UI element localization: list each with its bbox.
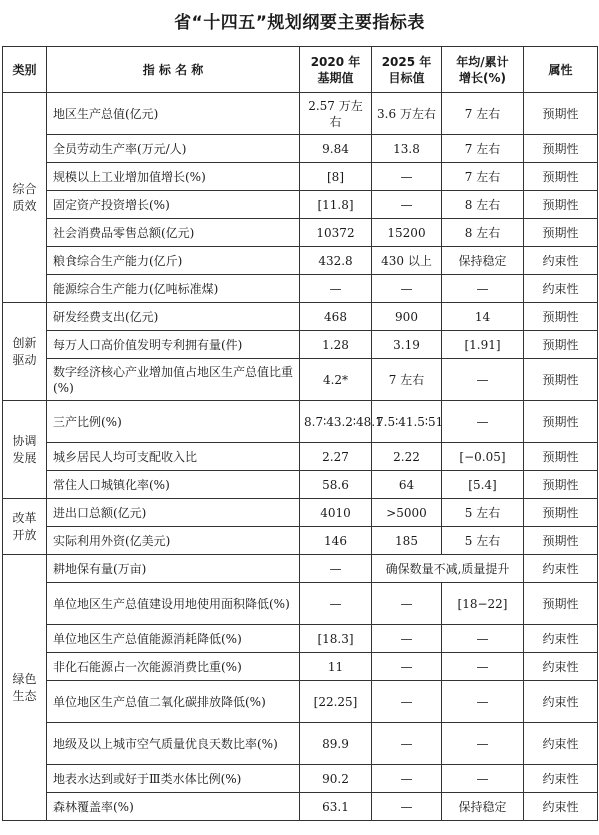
target-value: — bbox=[372, 723, 442, 765]
base-value: 4.2* bbox=[300, 359, 372, 401]
growth-value: — bbox=[442, 681, 524, 723]
indicator-name: 耕地保有量(万亩) bbox=[47, 555, 300, 583]
category-cell: 综合 质效 bbox=[3, 93, 47, 303]
table-body bbox=[3, 93, 598, 821]
target-value: 15200 bbox=[372, 219, 442, 247]
base-value: 1.28 bbox=[300, 331, 372, 359]
target-value: 3.6 万左右 bbox=[372, 93, 442, 135]
attribute-value: 约束性 bbox=[524, 793, 598, 821]
growth-value: 7 左右 bbox=[442, 135, 524, 163]
target-value: 7 左右 bbox=[372, 359, 442, 401]
base-value: [18.3] bbox=[300, 625, 372, 653]
attribute-value: 预期性 bbox=[524, 303, 598, 331]
indicator-name: 地区生产总值(亿元) bbox=[47, 93, 300, 135]
attribute-value: 预期性 bbox=[524, 331, 598, 359]
header-target-value: 2025 年 目标值 bbox=[372, 47, 442, 93]
base-value: 9.84 bbox=[300, 135, 372, 163]
base-value: 8.7∶43.2∶48.1 bbox=[300, 401, 372, 443]
page-title: 省“十四五”规划纲要主要指标表 bbox=[174, 13, 425, 33]
growth-value: — bbox=[442, 275, 524, 303]
table-row bbox=[3, 583, 598, 625]
growth-value: 7 左右 bbox=[442, 163, 524, 191]
table-row bbox=[3, 555, 598, 583]
target-value: — bbox=[372, 275, 442, 303]
growth-value: 8 左右 bbox=[442, 219, 524, 247]
growth-value: — bbox=[442, 401, 524, 443]
indicator-name: 常住人口城镇化率(%) bbox=[47, 471, 300, 499]
growth-value: — bbox=[442, 625, 524, 653]
header-attribute: 属性 bbox=[524, 47, 598, 93]
indicator-name: 进出口总额(亿元) bbox=[47, 499, 300, 527]
target-value: — bbox=[372, 793, 442, 821]
indicator-name: 单位地区生产总值二氧化碳排放降低(%) bbox=[47, 681, 300, 723]
base-value: 10372 bbox=[300, 219, 372, 247]
growth-value: [−0.05] bbox=[442, 443, 524, 471]
base-value: 432.8 bbox=[300, 247, 372, 275]
table-row bbox=[3, 723, 598, 765]
target-value: 确保数量不减,质量提升 bbox=[372, 555, 524, 583]
indicator-name: 社会消费品零售总额(亿元) bbox=[47, 219, 300, 247]
table-row bbox=[3, 499, 598, 527]
category-cell: 协调 发展 bbox=[3, 401, 47, 499]
table-row bbox=[3, 247, 598, 275]
growth-value: 保持稳定 bbox=[442, 247, 524, 275]
base-value: 63.1 bbox=[300, 793, 372, 821]
indicator-name: 粮食综合生产能力(亿斤) bbox=[47, 247, 300, 275]
target-value: 3.19 bbox=[372, 331, 442, 359]
table-row bbox=[3, 471, 598, 499]
base-value: 90.2 bbox=[300, 765, 372, 793]
attribute-value: 约束性 bbox=[524, 555, 598, 583]
base-value: — bbox=[300, 555, 372, 583]
base-value: — bbox=[300, 275, 372, 303]
target-value: 64 bbox=[372, 471, 442, 499]
attribute-value: 预期性 bbox=[524, 191, 598, 219]
base-value: [11.8] bbox=[300, 191, 372, 219]
indicator-name: 单位地区生产总值能源消耗降低(%) bbox=[47, 625, 300, 653]
target-value: — bbox=[372, 653, 442, 681]
attribute-value: 预期性 bbox=[524, 583, 598, 625]
table-header-row bbox=[3, 47, 598, 93]
indicator-name: 森林覆盖率(%) bbox=[47, 793, 300, 821]
indicator-name: 能源综合生产能力(亿吨标准煤) bbox=[47, 275, 300, 303]
table-row bbox=[3, 331, 598, 359]
target-value: — bbox=[372, 765, 442, 793]
attribute-value: 预期性 bbox=[524, 527, 598, 555]
table-row bbox=[3, 93, 598, 135]
attribute-value: 预期性 bbox=[524, 471, 598, 499]
indicator-name: 实际利用外资(亿美元) bbox=[47, 527, 300, 555]
target-value: — bbox=[372, 583, 442, 625]
attribute-value: 约束性 bbox=[524, 723, 598, 765]
growth-value: — bbox=[442, 653, 524, 681]
indicator-name: 全员劳动生产率(万元/人) bbox=[47, 135, 300, 163]
target-value: 2.22 bbox=[372, 443, 442, 471]
base-value: 468 bbox=[300, 303, 372, 331]
attribute-value: 预期性 bbox=[524, 163, 598, 191]
attribute-value: 预期性 bbox=[524, 359, 598, 401]
table-row bbox=[3, 765, 598, 793]
target-value: 13.8 bbox=[372, 135, 442, 163]
attribute-value: 约束性 bbox=[524, 275, 598, 303]
indicator-name: 地表水达到或好于Ⅲ类水体比例(%) bbox=[47, 765, 300, 793]
base-value: 2.57 万左右 bbox=[300, 93, 372, 135]
growth-value: 7 左右 bbox=[442, 93, 524, 135]
category-cell: 绿色 生态 bbox=[3, 555, 47, 821]
growth-value: — bbox=[442, 765, 524, 793]
header-indicator: 指 标 名 称 bbox=[47, 47, 300, 93]
indicator-name: 非化石能源占一次能源消费比重(%) bbox=[47, 653, 300, 681]
target-value: 185 bbox=[372, 527, 442, 555]
growth-value: 5 左右 bbox=[442, 499, 524, 527]
target-value: >5000 bbox=[372, 499, 442, 527]
category-cell: 改革 开放 bbox=[3, 499, 47, 555]
growth-value: — bbox=[442, 359, 524, 401]
indicator-name: 数字经济核心产业增加值占地区生产总值比重(%) bbox=[47, 359, 300, 401]
base-value: 89.9 bbox=[300, 723, 372, 765]
attribute-value: 预期性 bbox=[524, 93, 598, 135]
growth-value: 8 左右 bbox=[442, 191, 524, 219]
table-row bbox=[3, 359, 598, 401]
growth-value: [18−22] bbox=[442, 583, 524, 625]
table-row bbox=[3, 443, 598, 471]
attribute-value: 预期性 bbox=[524, 135, 598, 163]
base-value: [22.25] bbox=[300, 681, 372, 723]
attribute-value: 预期性 bbox=[524, 443, 598, 471]
indicator-name: 地级及以上城市空气质量优良天数比率(%) bbox=[47, 723, 300, 765]
growth-value: 保持稳定 bbox=[442, 793, 524, 821]
indicator-name: 单位地区生产总值建设用地使用面积降低(%) bbox=[47, 583, 300, 625]
attribute-value: 约束性 bbox=[524, 765, 598, 793]
base-value: 2.27 bbox=[300, 443, 372, 471]
attribute-value: 约束性 bbox=[524, 653, 598, 681]
attribute-value: 约束性 bbox=[524, 247, 598, 275]
table-row bbox=[3, 135, 598, 163]
attribute-value: 预期性 bbox=[524, 499, 598, 527]
growth-value: [1.91] bbox=[442, 331, 524, 359]
table-row bbox=[3, 303, 598, 331]
table-row bbox=[3, 163, 598, 191]
indicator-name: 城乡居民人均可支配收入比 bbox=[47, 443, 300, 471]
target-value: — bbox=[372, 163, 442, 191]
indicator-name: 三产比例(%) bbox=[47, 401, 300, 443]
attribute-value: 预期性 bbox=[524, 219, 598, 247]
attribute-value: 约束性 bbox=[524, 625, 598, 653]
attribute-value: 预期性 bbox=[524, 401, 598, 443]
growth-value: 14 bbox=[442, 303, 524, 331]
growth-value: [5.4] bbox=[442, 471, 524, 499]
attribute-value: 约束性 bbox=[524, 681, 598, 723]
header-category: 类别 bbox=[3, 47, 47, 93]
indicator-name: 研发经费支出(亿元) bbox=[47, 303, 300, 331]
category-cell: 创新 驱动 bbox=[3, 303, 47, 401]
table-row bbox=[3, 527, 598, 555]
target-value: 430 以上 bbox=[372, 247, 442, 275]
base-value: 58.6 bbox=[300, 471, 372, 499]
table-row bbox=[3, 275, 598, 303]
table-row bbox=[3, 653, 598, 681]
growth-value: — bbox=[442, 723, 524, 765]
table-row bbox=[3, 219, 598, 247]
target-value: 7.5∶41.5∶51 bbox=[372, 401, 442, 443]
table-row bbox=[3, 401, 598, 443]
base-value: 4010 bbox=[300, 499, 372, 527]
indicator-table bbox=[2, 46, 598, 821]
base-value: 11 bbox=[300, 653, 372, 681]
base-value: — bbox=[300, 583, 372, 625]
target-value: — bbox=[372, 681, 442, 723]
indicator-name: 固定资产投资增长(%) bbox=[47, 191, 300, 219]
target-value: — bbox=[372, 191, 442, 219]
table-row bbox=[3, 191, 598, 219]
target-value: 900 bbox=[372, 303, 442, 331]
indicator-name: 规模以上工业增加值增长(%) bbox=[47, 163, 300, 191]
header-base-value: 2020 年 基期值 bbox=[300, 47, 372, 93]
table-row bbox=[3, 793, 598, 821]
target-value: — bbox=[372, 625, 442, 653]
base-value: 146 bbox=[300, 527, 372, 555]
base-value: [8] bbox=[300, 163, 372, 191]
growth-value: 5 左右 bbox=[442, 527, 524, 555]
table-row bbox=[3, 681, 598, 723]
indicator-name: 每万人口高价值发明专利拥有量(件) bbox=[47, 331, 300, 359]
table-row bbox=[3, 625, 598, 653]
header-growth: 年均/累计 增长(%) bbox=[442, 47, 524, 93]
